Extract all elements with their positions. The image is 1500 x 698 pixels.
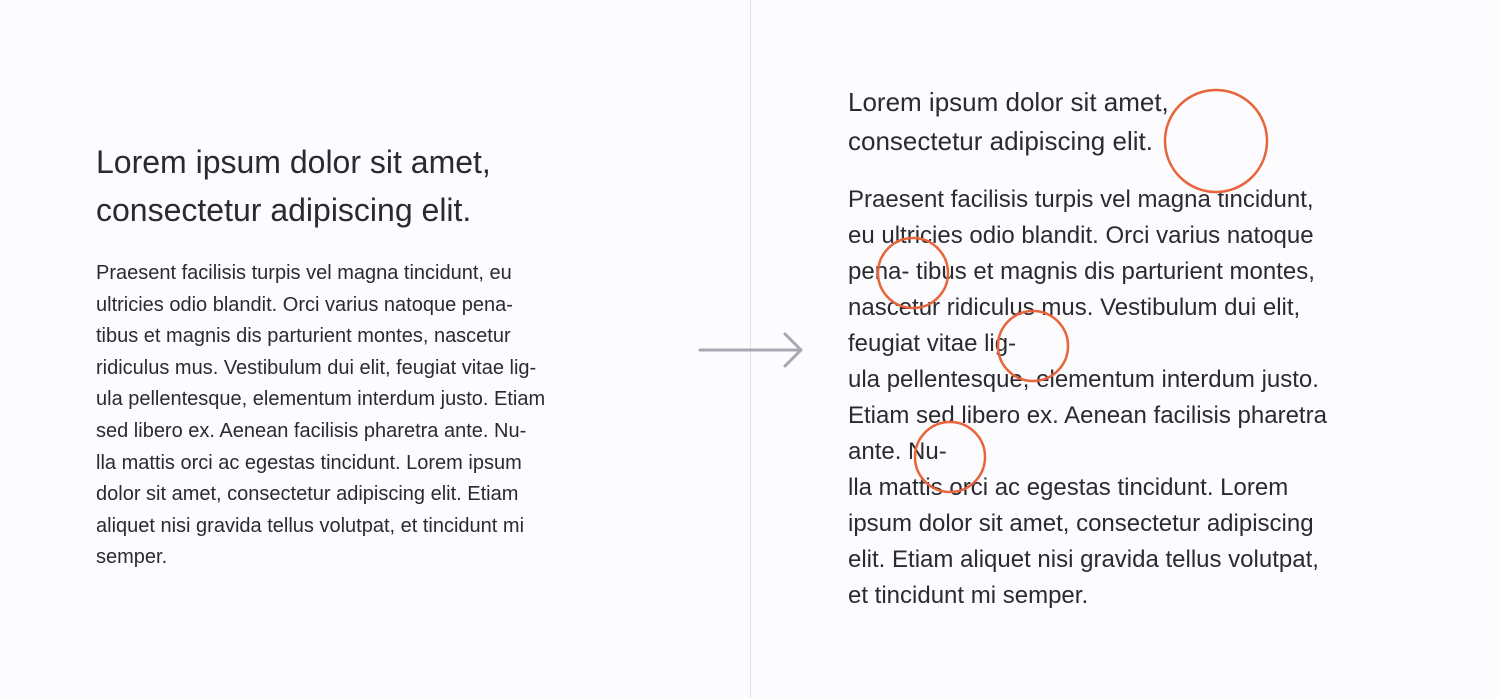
before-body-line: ula pellentesque, elementum interdum justo. Etiam bbox=[96, 388, 546, 411]
before-title-line: consectetur adipiscing elit. bbox=[96, 192, 472, 228]
before-body-line: Praesent facilisis turpis vel magna tincidunt, eu bbox=[96, 262, 512, 284]
after-body-line: nascetur ridiculus mus. Vestibulum dui elit, bbox=[848, 294, 1301, 321]
after-body-line: et tincidunt mi semper. bbox=[848, 582, 1089, 609]
after-body-line: ante. Nu- bbox=[848, 438, 947, 465]
after-paragraph bbox=[848, 182, 1448, 614]
after-body-line: lla mattis orci ac egestas tincidunt. Lorem bbox=[848, 474, 1289, 501]
before-body-line: semper. bbox=[96, 546, 168, 569]
before-body-line: ultricies odio blandit. Orci varius natoque pena- bbox=[96, 293, 513, 316]
after-title-line: consectetur adipiscing elit. bbox=[848, 126, 1153, 156]
after-body-line: eu ultricies odio blandit. Orci varius natoque bbox=[848, 222, 1314, 249]
before-body-line: sed libero ex. Aenean facilisis pharetra ante. Nu- bbox=[96, 419, 527, 442]
after-body-line: Etiam sed libero ex. Aenean facilisis pharetra bbox=[848, 402, 1327, 429]
after-body-line: elit. Etiam aliquet nisi gravida tellus volutpat, bbox=[848, 546, 1319, 573]
after-body-line: ipsum dolor sit amet, consectetur adipiscing bbox=[848, 510, 1314, 537]
after-body-line: ula pellentesque, elementum interdum justo. bbox=[848, 366, 1319, 393]
before-body-line: lla mattis orci ac egestas tincidunt. Lorem ipsum bbox=[96, 451, 522, 474]
after-title bbox=[848, 83, 1448, 161]
after-panel bbox=[848, 83, 1448, 614]
before-body-line: aliquet nisi gravida tellus volutpat, et tincidunt mi bbox=[96, 514, 525, 537]
after-title-line: Lorem ipsum dolor sit amet, bbox=[848, 87, 1169, 117]
before-body-line: ridiculus mus. Vestibulum dui elit, feugiat vitae lig- bbox=[96, 356, 537, 379]
before-body-line: tibus et magnis dis parturient montes, nascetur bbox=[96, 325, 511, 348]
before-body-line: dolor sit amet, consectetur adipiscing elit. Etiam bbox=[96, 483, 519, 506]
after-body-line: feugiat vitae lig- bbox=[848, 330, 1017, 357]
after-body-line: pena- tibus et magnis dis parturient montes, bbox=[848, 258, 1315, 285]
before-title-line: Lorem ipsum dolor sit amet, bbox=[96, 144, 491, 180]
after-body-line: Praesent facilisis turpis vel magna tincidunt, bbox=[848, 186, 1314, 213]
